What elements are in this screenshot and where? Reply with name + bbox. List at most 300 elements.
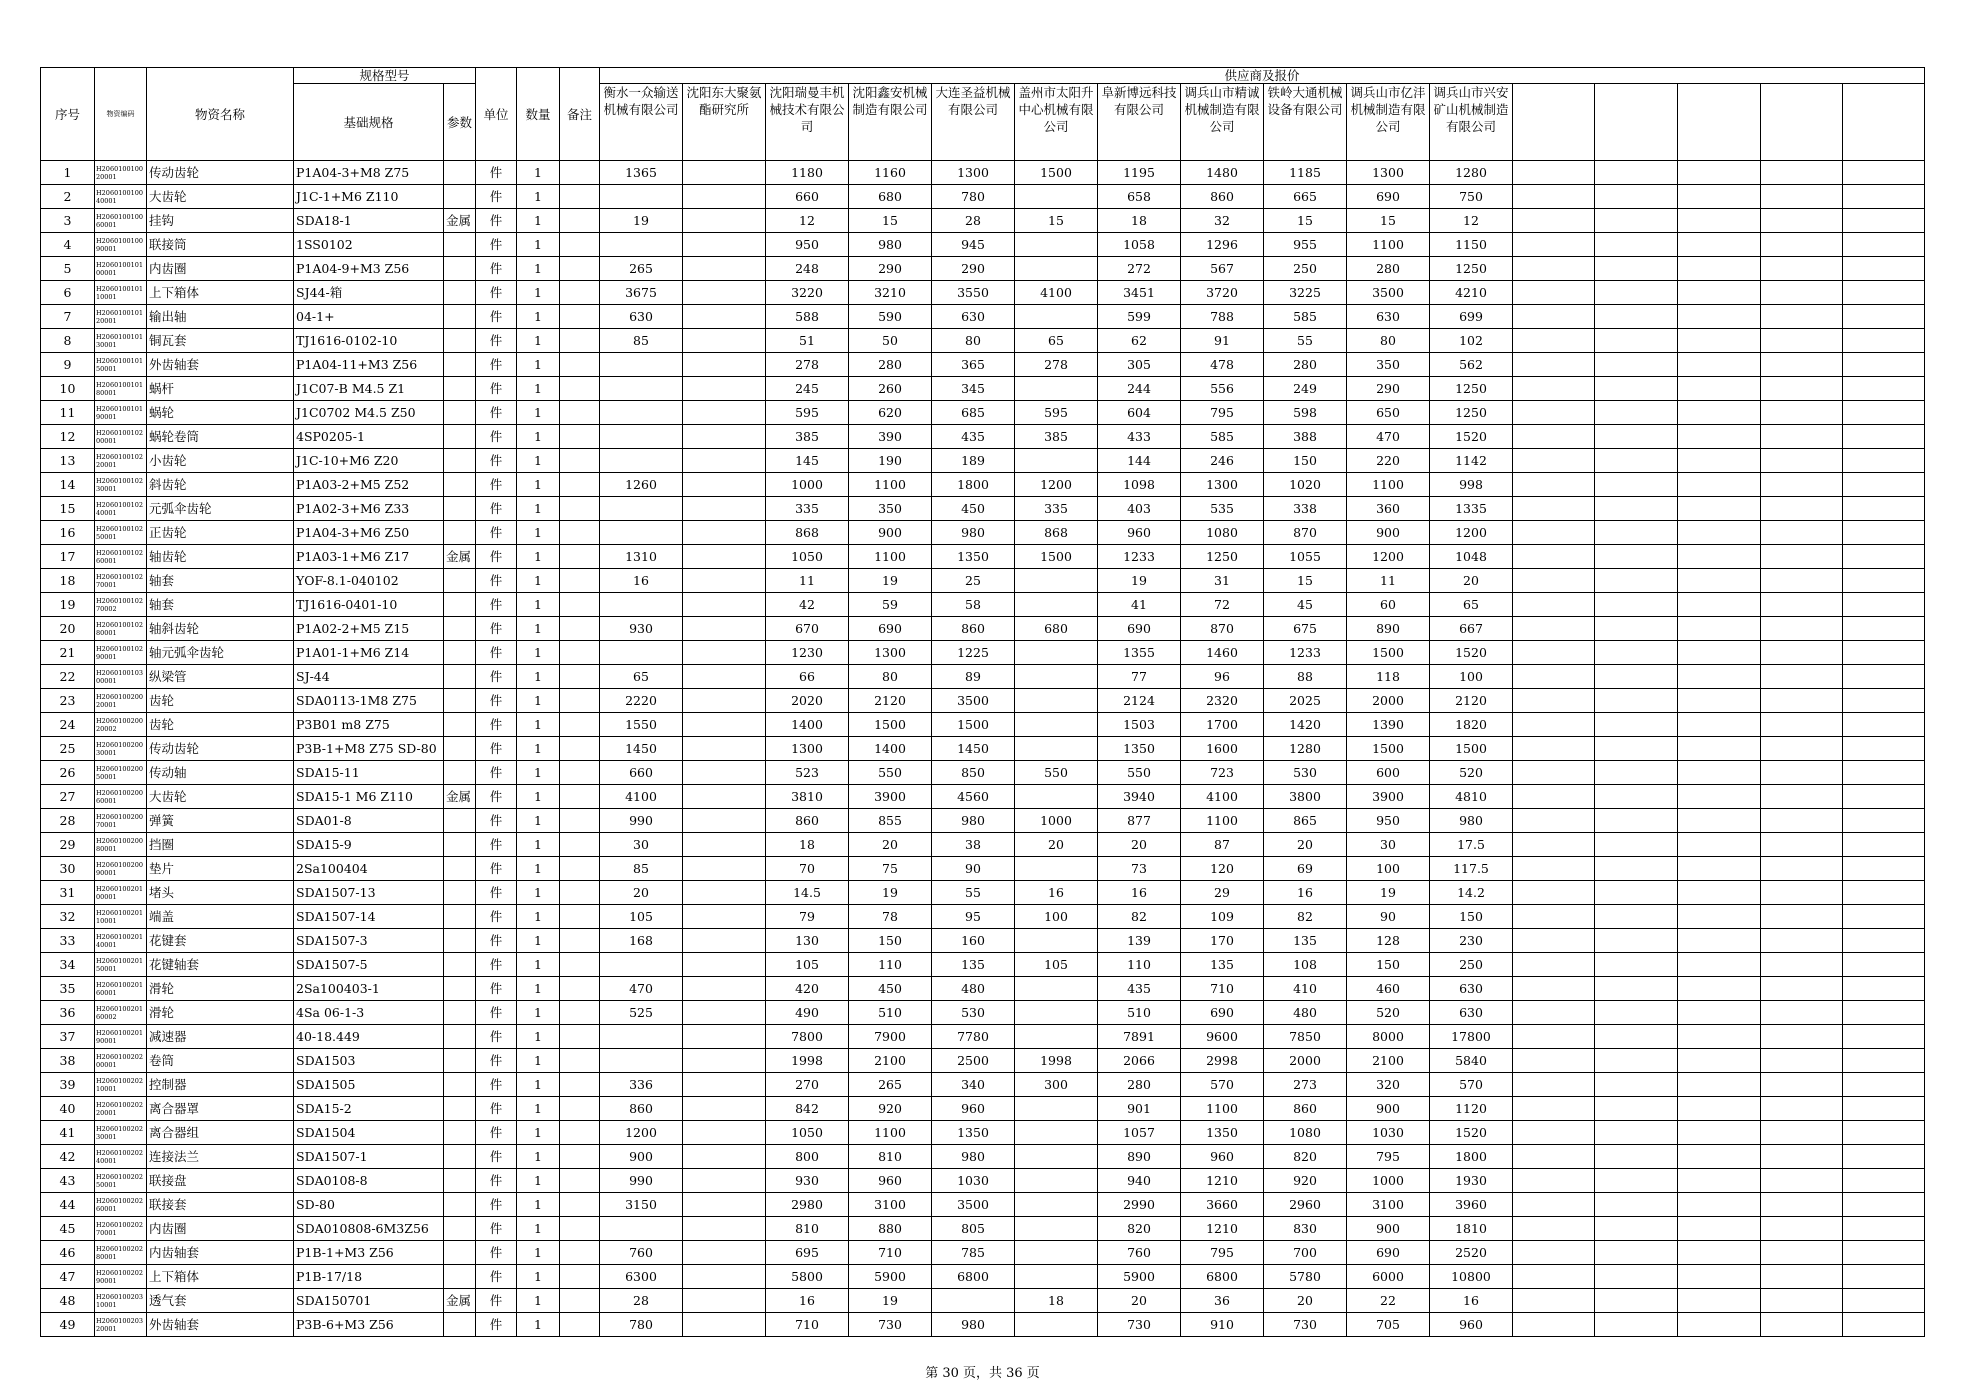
cell-price: 5900 [849,1265,932,1289]
cell-price: 860 [932,617,1015,641]
cell-empty [1678,761,1761,785]
cell-price: 335 [1015,497,1098,521]
cell-price: 877 [1098,809,1181,833]
cell-price: 1100 [849,1121,932,1145]
cell-price: 930 [766,1169,849,1193]
cell-seq: 13 [41,449,95,473]
cell-empty [1761,305,1843,329]
cell-price: 6800 [1181,1265,1264,1289]
cell-qty: 1 [517,1145,560,1169]
cell-price: 89 [932,665,1015,689]
cell-price: 65 [1015,329,1098,353]
cell-empty [1843,641,1925,665]
cell-code: H2060100201 10001 [95,905,147,929]
cell-param [444,1001,476,1025]
cell-price: 1030 [1347,1121,1430,1145]
cell-unit: 件 [476,521,517,545]
cell-empty [1761,689,1843,713]
cell-remark [560,185,600,209]
cell-unit: 件 [476,857,517,881]
cell-price: 805 [932,1217,1015,1241]
cell-price [1015,257,1098,281]
cell-price: 20 [849,833,932,857]
header-supplier-blank [1761,84,1843,161]
cell-empty [1513,257,1595,281]
cell-empty [1595,1001,1678,1025]
header-supplier-10: 调兵山市亿沣机械制造有限公司 [1347,84,1430,161]
cell-name: 堵头 [147,881,294,905]
table-row [41,1313,1925,1337]
cell-spec: 2Sa100403-1 [294,977,444,1001]
cell-price: 278 [1015,353,1098,377]
cell-price: 3660 [1181,1193,1264,1217]
table-header [41,68,1925,161]
cell-price: 338 [1264,497,1347,521]
cell-price: 12 [1430,209,1513,233]
cell-price: 1225 [932,641,1015,665]
table-body [41,161,1925,1337]
cell-empty [1843,881,1925,905]
cell-price: 385 [766,425,849,449]
cell-seq: 12 [41,425,95,449]
cell-code: H2060100203 10001 [95,1289,147,1313]
cell-empty [1595,473,1678,497]
cell-qty: 1 [517,401,560,425]
table-row [41,185,1925,209]
cell-empty [1595,161,1678,185]
cell-qty: 1 [517,761,560,785]
cell-price [1015,689,1098,713]
cell-empty [1595,281,1678,305]
cell-empty [1513,1289,1595,1313]
cell-price: 1998 [1015,1049,1098,1073]
cell-price: 600 [1347,761,1430,785]
cell-qty: 1 [517,1313,560,1337]
cell-empty [1595,1073,1678,1097]
cell-price: 530 [932,1001,1015,1025]
cell-empty [1843,737,1925,761]
cell-empty [1761,1241,1843,1265]
cell-price: 900 [1347,1097,1430,1121]
cell-price: 280 [849,353,932,377]
cell-price: 1500 [932,713,1015,737]
cell-price [1015,785,1098,809]
cell-price: 750 [1430,185,1513,209]
cell-code: H2060100203 20001 [95,1313,147,1337]
cell-qty: 1 [517,569,560,593]
cell-price: 890 [1098,1145,1181,1169]
cell-price: 1250 [1430,401,1513,425]
cell-code: H2060100202 80001 [95,1241,147,1265]
cell-price: 150 [1264,449,1347,473]
cell-code: H2060100202 30001 [95,1121,147,1145]
cell-empty [1761,185,1843,209]
cell-price: 18 [766,833,849,857]
cell-price [683,425,766,449]
cell-code: H2060100202 70001 [95,1217,147,1241]
cell-price: 478 [1181,353,1264,377]
cell-empty [1595,785,1678,809]
cell-seq: 22 [41,665,95,689]
cell-param [444,809,476,833]
cell-price: 830 [1264,1217,1347,1241]
cell-qty: 1 [517,185,560,209]
cell-price: 567 [1181,257,1264,281]
cell-price: 150 [1430,905,1513,929]
cell-price: 3451 [1098,281,1181,305]
cell-price: 1335 [1430,497,1513,521]
cell-empty [1513,857,1595,881]
cell-price: 3500 [932,689,1015,713]
cell-empty [1761,473,1843,497]
cell-price: 1500 [1430,737,1513,761]
cell-price [683,617,766,641]
cell-price: 480 [1264,1001,1347,1025]
cell-price: 1055 [1264,545,1347,569]
cell-empty [1513,593,1595,617]
cell-empty [1678,953,1761,977]
cell-price: 1260 [600,473,683,497]
cell-empty [1513,1073,1595,1097]
cell-empty [1761,617,1843,641]
cell-price: 1000 [766,473,849,497]
cell-price: 11 [766,569,849,593]
cell-empty [1595,1289,1678,1313]
cell-price: 85 [600,857,683,881]
cell-price: 1250 [1430,257,1513,281]
cell-price: 30 [600,833,683,857]
cell-seq: 29 [41,833,95,857]
header-spec-param: 参数 [444,84,476,161]
table-row [41,329,1925,353]
cell-unit: 件 [476,161,517,185]
cell-price: 1500 [1347,737,1430,761]
cell-remark [560,1241,600,1265]
cell-empty [1843,977,1925,1001]
cell-price: 795 [1347,1145,1430,1169]
cell-price: 135 [932,953,1015,977]
cell-empty [1595,617,1678,641]
cell-empty [1513,1121,1595,1145]
cell-empty [1843,497,1925,521]
table-row [41,977,1925,1001]
cell-param [444,617,476,641]
cell-empty [1761,833,1843,857]
cell-price: 960 [1181,1145,1264,1169]
cell-price: 1365 [600,161,683,185]
cell-name: 减速器 [147,1025,294,1049]
cell-name: 大齿轮 [147,185,294,209]
cell-price: 144 [1098,449,1181,473]
cell-param [444,1313,476,1337]
cell-price: 730 [1098,1313,1181,1337]
cell-unit: 件 [476,473,517,497]
cell-price: 385 [1015,425,1098,449]
cell-empty [1843,473,1925,497]
cell-empty [1595,401,1678,425]
cell-price: 249 [1264,377,1347,401]
cell-empty [1678,1193,1761,1217]
cell-price: 760 [600,1241,683,1265]
cell-name: 外齿轴套 [147,353,294,377]
cell-code: H2060100202 20001 [95,1097,147,1121]
cell-name: 垫片 [147,857,294,881]
cell-empty [1678,1217,1761,1241]
cell-qty: 1 [517,545,560,569]
cell-price [1015,449,1098,473]
cell-empty [1595,593,1678,617]
cell-price: 980 [932,521,1015,545]
cell-empty [1761,593,1843,617]
cell-price: 30 [1347,833,1430,857]
cell-empty [1595,377,1678,401]
cell-price: 570 [1181,1073,1264,1097]
cell-unit: 件 [476,689,517,713]
cell-empty [1678,1169,1761,1193]
cell-price [1015,1025,1098,1049]
cell-price: 960 [849,1169,932,1193]
cell-name: 联接筒 [147,233,294,257]
cell-price: 5900 [1098,1265,1181,1289]
cell-unit: 件 [476,953,517,977]
cell-price: 1480 [1181,161,1264,185]
cell-price: 7900 [849,1025,932,1049]
cell-qty: 1 [517,1241,560,1265]
cell-empty [1513,1193,1595,1217]
cell-price: 305 [1098,353,1181,377]
cell-price: 3810 [766,785,849,809]
cell-spec: 2Sa100404 [294,857,444,881]
cell-empty [1595,425,1678,449]
cell-spec: P3B01 m8 Z75 [294,713,444,737]
cell-qty: 1 [517,1217,560,1241]
cell-price: 18 [1015,1289,1098,1313]
cell-price: 1296 [1181,233,1264,257]
cell-code: H2060100102 00001 [95,425,147,449]
cell-name: 轴套 [147,593,294,617]
cell-remark [560,1217,600,1241]
cell-seq: 33 [41,929,95,953]
cell-price: 1230 [766,641,849,665]
cell-code: H2060100200 50001 [95,761,147,785]
cell-qty: 1 [517,1049,560,1073]
cell-empty [1678,209,1761,233]
cell-price: 15 [849,209,932,233]
table-row [41,497,1925,521]
cell-price: 1998 [766,1049,849,1073]
header-supplier-2: 沈阳东大聚氨酯研究所 [683,84,766,161]
cell-price: 860 [1264,1097,1347,1121]
cell-price: 960 [1430,1313,1513,1337]
cell-price: 135 [1181,953,1264,977]
cell-price: 16 [1430,1289,1513,1313]
cell-empty [1595,329,1678,353]
cell-empty [1595,1169,1678,1193]
cell-remark [560,1049,600,1073]
cell-price: 1250 [1181,545,1264,569]
cell-price: 55 [1264,329,1347,353]
cell-price: 620 [849,401,932,425]
cell-price: 42 [766,593,849,617]
cell-price [600,425,683,449]
cell-empty [1513,233,1595,257]
cell-empty [1595,1313,1678,1337]
header-supplier-blank [1595,84,1678,161]
cell-code: H2060100102 50001 [95,521,147,545]
cell-price: 1300 [1347,161,1430,185]
cell-price: 1450 [932,737,1015,761]
cell-seq: 17 [41,545,95,569]
cell-empty [1678,257,1761,281]
cell-empty [1843,1193,1925,1217]
cell-price: 4100 [600,785,683,809]
cell-code: H2060100201 60002 [95,1001,147,1025]
cell-price: 3720 [1181,281,1264,305]
cell-param [444,713,476,737]
cell-code: H2060100101 30001 [95,329,147,353]
cell-param [444,1145,476,1169]
cell-code: H2060100102 20001 [95,449,147,473]
cell-name: 内齿圈 [147,257,294,281]
cell-price [1015,1193,1098,1217]
cell-price [1015,1097,1098,1121]
cell-spec: P1A04-3+M8 Z75 [294,161,444,185]
cell-empty [1513,185,1595,209]
cell-price: 3225 [1264,281,1347,305]
table-row [41,1241,1925,1265]
cell-price: 865 [1264,809,1347,833]
cell-price: 16 [1098,881,1181,905]
cell-spec: 40-18.449 [294,1025,444,1049]
cell-empty [1761,401,1843,425]
cell-price: 520 [1430,761,1513,785]
cell-code: H2060100202 10001 [95,1073,147,1097]
cell-price: 19 [849,569,932,593]
cell-price [683,353,766,377]
table-row [41,401,1925,425]
cell-empty [1761,1289,1843,1313]
cell-price: 590 [849,305,932,329]
cell-param [444,761,476,785]
cell-price [683,257,766,281]
cell-empty [1513,1265,1595,1289]
cell-price: 680 [1015,617,1098,641]
cell-price: 80 [849,665,932,689]
cell-price: 4100 [1015,281,1098,305]
header-supplier-blank [1513,84,1595,161]
cell-name: 花键套 [147,929,294,953]
cell-remark [560,1097,600,1121]
cell-empty [1843,329,1925,353]
table-row [41,377,1925,401]
cell-price: 246 [1181,449,1264,473]
cell-price: 2998 [1181,1049,1264,1073]
cell-price [683,1073,766,1097]
cell-price: 2500 [932,1049,1015,1073]
cell-price: 2020 [766,689,849,713]
cell-empty [1595,353,1678,377]
cell-spec: P3B-1+M8 Z75 SD-80 [294,737,444,761]
cell-price [1015,1241,1098,1265]
cell-unit: 件 [476,401,517,425]
cell-price: 1800 [1430,1145,1513,1169]
cell-empty [1678,689,1761,713]
cell-qty: 1 [517,665,560,689]
table-row [41,641,1925,665]
cell-price: 2320 [1181,689,1264,713]
cell-empty [1843,185,1925,209]
cell-name: 内齿圈 [147,1217,294,1241]
cell-seq: 1 [41,161,95,185]
cell-price: 1355 [1098,641,1181,665]
cell-seq: 45 [41,1217,95,1241]
cell-price: 630 [1430,977,1513,1001]
cell-price: 7800 [766,1025,849,1049]
cell-price: 470 [600,977,683,1001]
cell-unit: 件 [476,185,517,209]
cell-price: 1000 [1347,1169,1430,1193]
cell-name: 小齿轮 [147,449,294,473]
cell-param [444,497,476,521]
cell-seq: 27 [41,785,95,809]
cell-empty [1761,1121,1843,1145]
cell-qty: 1 [517,689,560,713]
cell-seq: 2 [41,185,95,209]
cell-empty [1678,809,1761,833]
cell-price: 139 [1098,929,1181,953]
cell-empty [1761,713,1843,737]
cell-param: 金属 [444,1289,476,1313]
cell-empty [1843,1097,1925,1121]
cell-price: 1930 [1430,1169,1513,1193]
cell-code: H2060100101 10001 [95,281,147,305]
cell-price: 562 [1430,353,1513,377]
cell-price: 1600 [1181,737,1264,761]
cell-empty [1678,329,1761,353]
table-row [41,281,1925,305]
cell-empty [1595,905,1678,929]
cell-empty [1843,809,1925,833]
cell-price: 4810 [1430,785,1513,809]
cell-spec: P1A02-3+M6 Z33 [294,497,444,521]
table-row [41,689,1925,713]
cell-price: 1400 [849,737,932,761]
cell-price: 15 [1347,209,1430,233]
cell-seq: 10 [41,377,95,401]
cell-qty: 1 [517,161,560,185]
cell-remark [560,737,600,761]
cell-price: 1180 [766,161,849,185]
cell-name: 元弧伞齿轮 [147,497,294,521]
cell-code: H2060100201 60001 [95,977,147,1001]
cell-empty [1595,1121,1678,1145]
cell-price: 699 [1430,305,1513,329]
cell-code: H2060100101 20001 [95,305,147,329]
cell-price: 3940 [1098,785,1181,809]
cell-price [683,1289,766,1313]
cell-unit: 件 [476,881,517,905]
cell-qty: 1 [517,737,560,761]
cell-price: 1400 [766,713,849,737]
cell-spec: 4SP0205-1 [294,425,444,449]
cell-price: 88 [1264,665,1347,689]
cell-spec: SDA150701 [294,1289,444,1313]
cell-price [600,521,683,545]
cell-unit: 件 [476,1121,517,1145]
cell-empty [1513,569,1595,593]
cell-param [444,881,476,905]
cell-empty [1513,1313,1595,1337]
